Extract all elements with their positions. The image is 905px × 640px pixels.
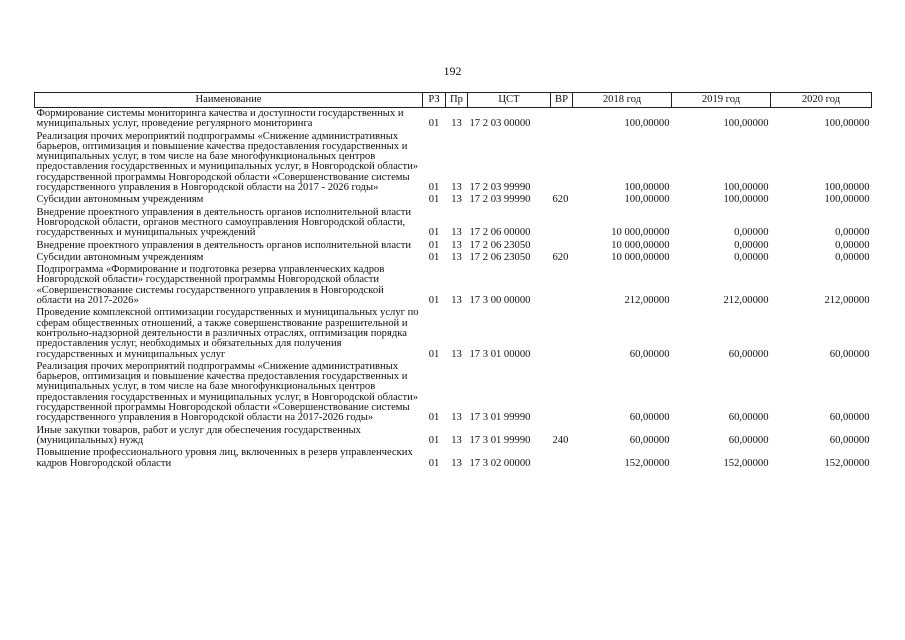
table-row (35, 194, 872, 206)
row-rz: 01 (428, 227, 440, 239)
row-value-2018: 152,00000 (624, 457, 670, 469)
row-vr (551, 207, 573, 240)
row-vr (551, 307, 573, 360)
row-vr (551, 240, 573, 252)
row-vr (551, 447, 573, 470)
table-row (35, 207, 872, 240)
row-value-2019: 100,00000 (723, 118, 769, 130)
row-rz: 01 (428, 239, 440, 251)
column-header-2019: 2019 год (672, 93, 771, 108)
row-vr: 240 (552, 434, 569, 446)
row-vr: 620 (552, 194, 569, 206)
row-cst: 17 3 02 00000 (469, 457, 531, 469)
row-value-2018: 10 000,00000 (611, 239, 670, 251)
row-name: Повышение профессионального уровня лиц, включенных в резерв управленческих кадров Новгородской области (36, 447, 413, 469)
row-cst: 17 2 06 00000 (469, 227, 531, 239)
row-value-2018: 60,00000 (629, 348, 670, 360)
row-value-2018: 100,00000 (624, 118, 670, 130)
row-value-2018: 60,00000 (629, 412, 670, 424)
row-name: Иные закупки товаров, работ и услуг для обеспечения государственных (муниципальных) нужд (36, 424, 361, 446)
row-value-2019: 60,00000 (728, 412, 769, 424)
row-vr: 620 (552, 251, 569, 263)
row-value-2018: 100,00000 (624, 182, 670, 194)
row-cst: 17 3 00 00000 (469, 295, 531, 307)
page-number: 192 (443, 64, 462, 78)
row-vr (551, 108, 573, 131)
row-rz: 01 (428, 295, 440, 307)
table-row (35, 264, 872, 307)
row-value-2018: 60,00000 (629, 434, 670, 446)
row-pr: 13 (451, 239, 462, 251)
row-value-2020: 60,00000 (829, 348, 870, 360)
row-vr (551, 131, 573, 195)
row-value-2020: 100,00000 (824, 182, 870, 194)
row-value-2020: 0,00000 (835, 227, 870, 239)
row-value-2019: 212,00000 (723, 295, 769, 307)
row-pr: 13 (451, 251, 462, 263)
row-cst: 17 2 03 99990 (469, 194, 531, 206)
row-pr: 13 (451, 457, 462, 469)
column-header-2018: 2018 год (573, 93, 672, 108)
row-cst: 17 3 01 99990 (469, 434, 531, 446)
row-name: Внедрение проектного управления в деятельность органов исполнительной власти (36, 239, 412, 251)
budget-table (34, 92, 872, 470)
row-value-2020: 212,00000 (824, 295, 870, 307)
row-value-2019: 0,00000 (734, 251, 769, 263)
row-vr (551, 361, 573, 425)
row-cst: 17 3 01 99990 (469, 412, 531, 424)
row-name: Подпрограмма «Формирование и подготовка резерва управленческих кадров Новгородской области» государственной программы Новгородской области «Совершенствование системы государственного управления в Новгородской области на 2017-2026» (36, 264, 385, 307)
row-value-2020: 100,00000 (824, 194, 870, 206)
row-rz: 01 (428, 194, 440, 206)
row-rz: 01 (428, 348, 440, 360)
row-rz: 01 (428, 412, 440, 424)
table-row (35, 425, 872, 448)
table-row (35, 240, 872, 252)
row-cst: 17 3 01 00000 (469, 348, 531, 360)
row-value-2019: 152,00000 (723, 457, 769, 469)
row-value-2018: 100,00000 (624, 194, 670, 206)
row-value-2018: 212,00000 (624, 295, 670, 307)
row-rz: 01 (428, 118, 440, 130)
table-row (35, 252, 872, 264)
row-value-2020: 0,00000 (835, 239, 870, 251)
row-value-2019: 60,00000 (728, 434, 769, 446)
column-header-rz: РЗ (423, 93, 446, 108)
row-name: Субсидии автономным учреждениям (36, 194, 204, 206)
row-cst: 17 2 06 23050 (469, 251, 531, 263)
row-name: Реализация прочих мероприятий подпрограммы «Снижение административных барьеров, оптимизация и повышение качества предоставления государственных и муниципальных услуг, в том числе на базе многофункциональных центров предоставления государственных и муниципальных услуг, в Новгородской области» государственной программы Новгородской области «Совершенствование системы государственного управления в Новгородской области на 2017-2026 годы» (36, 360, 419, 424)
column-header-2020: 2020 год (771, 93, 872, 108)
row-pr: 13 (451, 182, 462, 194)
column-header-vr: ВР (551, 93, 573, 108)
row-rz: 01 (428, 251, 440, 263)
row-pr: 13 (451, 348, 462, 360)
row-rz: 01 (428, 434, 440, 446)
table-row (35, 361, 872, 425)
row-value-2020: 152,00000 (824, 457, 870, 469)
row-value-2018: 10 000,00000 (611, 227, 670, 239)
row-rz: 01 (428, 182, 440, 194)
row-cst: 17 2 03 00000 (469, 118, 531, 130)
row-name: Формирование системы мониторинга качества и доступности государственных и муниципальных услуг, проведение регулярного мониторинга (36, 108, 404, 130)
row-value-2019: 60,00000 (728, 348, 769, 360)
row-pr: 13 (451, 434, 462, 446)
row-pr: 13 (451, 412, 462, 424)
table-header (35, 93, 872, 108)
row-name: Проведение комплексной оптимизации государственных и муниципальных услуг по сферам общественных отношений, а также совершенствование разрешительной и контрольно-надзорной деятельности в различных отраслях, оптимизация порядка предоставления услуг, необходимых и обязательных для получения государственных и муниципальных услуг (36, 307, 419, 360)
table-row (35, 108, 872, 131)
row-rz: 01 (428, 457, 440, 469)
row-cst: 17 2 06 23050 (469, 239, 531, 251)
row-value-2019: 100,00000 (723, 194, 769, 206)
row-value-2018: 10 000,00000 (611, 251, 670, 263)
row-value-2020: 100,00000 (824, 118, 870, 130)
row-value-2020: 60,00000 (829, 434, 870, 446)
row-value-2020: 60,00000 (829, 412, 870, 424)
row-value-2019: 100,00000 (723, 182, 769, 194)
column-header-name: Наименование (35, 93, 423, 108)
row-name: Реализация прочих мероприятий подпрограммы «Снижение административных барьеров, оптимизация и повышение качества предоставления государственных и муниципальных услуг, в том числе на базе многофункциональных центров предоставления государственных и муниципальных услуг, в Новгородской области» государственной программы Новгородской области «Совершенствование системы государственного управления в Новгородской области на 2017 - 2026 годы» (36, 130, 419, 194)
row-pr: 13 (451, 194, 462, 206)
table-row (35, 131, 872, 195)
row-cst: 17 2 03 99990 (469, 182, 531, 194)
table-row (35, 307, 872, 360)
row-name: Внедрение проектного управления в деятельность органов исполнительной власти Новгородской области, органов местного самоуправления Новгородской области, государственных и муниципальных учреждений (36, 206, 412, 239)
row-pr: 13 (451, 227, 462, 239)
row-value-2019: 0,00000 (734, 227, 769, 239)
row-vr (551, 264, 573, 307)
column-header-cst: ЦСТ (468, 93, 551, 108)
row-value-2019: 0,00000 (734, 239, 769, 251)
table-row (35, 447, 872, 470)
row-name: Субсидии автономным учреждениям (36, 251, 204, 263)
row-pr: 13 (451, 295, 462, 307)
row-value-2020: 0,00000 (835, 251, 870, 263)
table-body (35, 108, 872, 470)
column-header-pr: Пр (446, 93, 468, 108)
row-pr: 13 (451, 118, 462, 130)
